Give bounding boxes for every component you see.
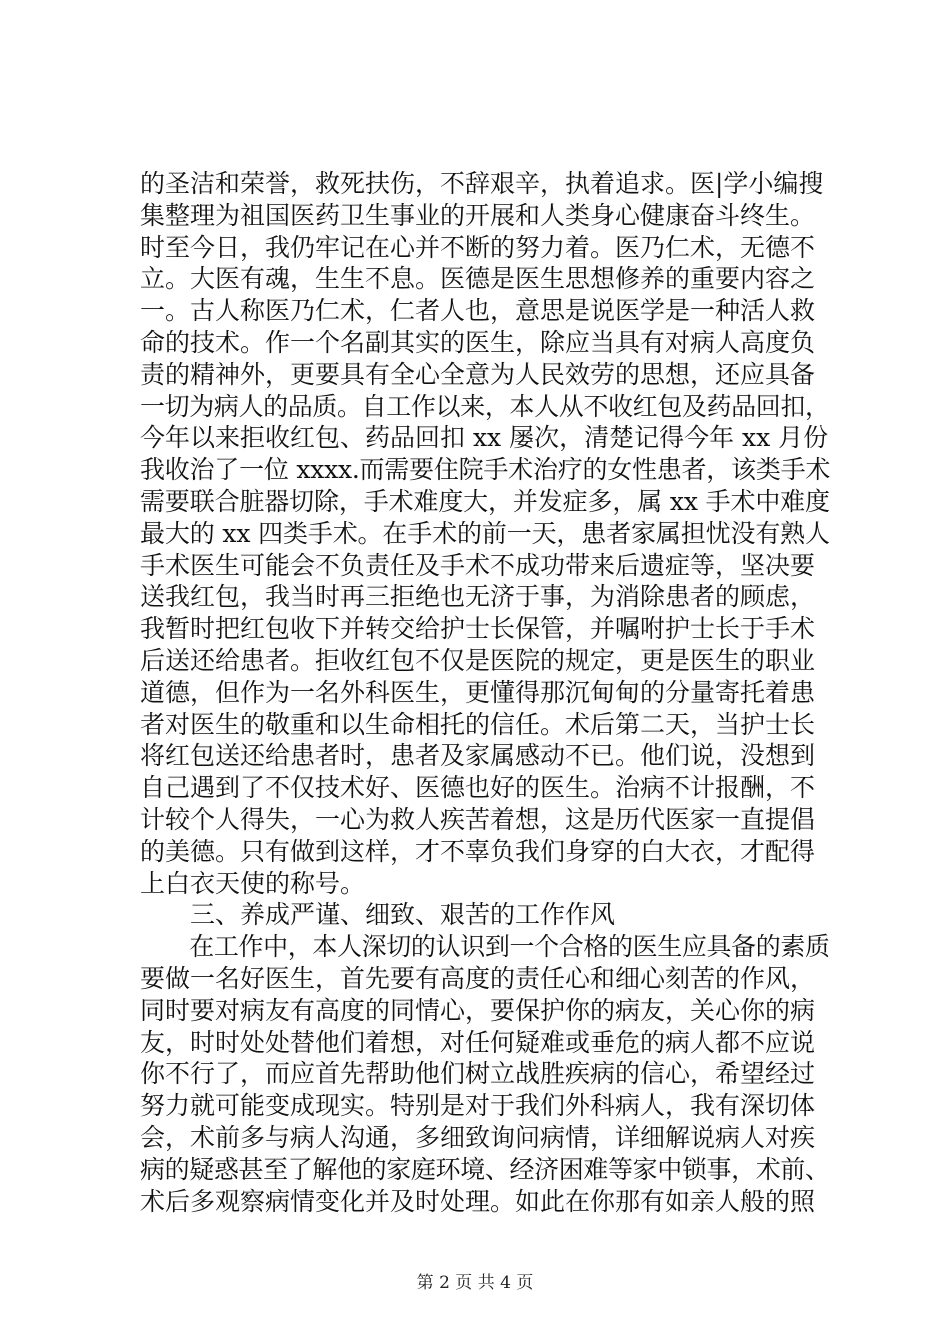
text-line: 我收治了一位 xxxx.而需要住院手术治疗的女性患者，该类手术 xyxy=(140,455,831,485)
text-line: 需要联合脏器切除，手术难度大，并发症多，属 xx 手术中难度 xyxy=(140,486,830,516)
text-line: 集整理为祖国医药卫生事业的开展和人类身心健康奋斗终生。 xyxy=(140,200,816,230)
text-line: 手术医生可能会不负责任及手术不成功带来后遗症等，坚决要 xyxy=(140,550,816,580)
text-line: 努力就可能变成现实。特别是对于我们外科病人，我有深切体 xyxy=(140,1091,816,1121)
text-line: 最大的 xx 四类手术。在手术的前一天，患者家属担忧没有熟人 xyxy=(140,518,830,548)
text-line: 上白衣天使的称号。 xyxy=(140,868,366,898)
text-line: 要做一名好医生，首先要有高度的责任心和细心刻苦的作风， xyxy=(140,963,816,993)
text-line: 在工作中，本人深切的认识到一个合格的医生应具备的素质 xyxy=(140,932,830,962)
text-line: 送我红包，我当时再三拒绝也无济于事，为消除患者的顾虑， xyxy=(140,582,816,612)
text-line: 立。大医有魂，生生不息。医德是医生思想修养的重要内容之 xyxy=(140,264,816,294)
text-line: 病的疑惑甚至了解他的家庭环境、经济困难等家中锁事，术前、 xyxy=(140,1154,830,1184)
text-line: 你不行了，而应首先帮助他们树立战胜疾病的信心，希望经过 xyxy=(140,1059,816,1089)
text-line: 计较个人得失，一心为救人疾苦着想，这是历代医家一直提倡 xyxy=(140,804,816,834)
body-text xyxy=(140,168,830,1217)
text-line: 我暂时把红包收下并转交给护士长保管，并嘱咐护士长于手术 xyxy=(140,614,816,644)
text-line: 时至今日，我仍牢记在心并不断的努力着。医乃仁术，无德不 xyxy=(140,232,816,262)
text-line: 的圣洁和荣誉，救死扶伤，不辞艰辛，执着追求。医|学小编搜 xyxy=(140,169,824,198)
text-line: 道德，但作为一名外科医生，更懂得那沉甸甸的分量寄托着患 xyxy=(140,677,816,707)
text-line: 责的精神外，更要具有全心全意为人民效劳的思想，还应具备 xyxy=(140,359,816,389)
text-line: 一。古人称医乃仁术，仁者人也，意思是说医学是一种活人救 xyxy=(140,296,816,326)
text-line: 友，时时处处替他们着想，对任何疑难或垂危的病人都不应说 xyxy=(140,1027,816,1057)
text-line: 后送还给患者。拒收红包不仅是医院的规定，更是医生的职业 xyxy=(140,645,816,675)
text-line: 术后多观察病情变化并及时处理。如此在你那有如亲人般的照 xyxy=(140,1186,816,1216)
text-line: 今年以来拒收红包、药品回扣 xx 屡次，清楚记得今年 xx 月份 xyxy=(140,423,829,453)
text-line: 将红包送还给患者时，患者及家属感动不已。他们说，没想到 xyxy=(140,741,816,771)
page-footer: 第 2 页 共 4 页 xyxy=(416,1273,534,1293)
text-line: 自己遇到了不仅技术好、医德也好的医生。治病不计报酬，不 xyxy=(140,773,816,803)
text-line: 者对医生的敬重和以生命相托的信任。术后第二天，当护士长 xyxy=(140,709,816,739)
text-line: 的美德。只有做到这样，才不辜负我们身穿的白大衣，才配得 xyxy=(140,836,816,866)
text-line: 会，术前多与病人沟通，多细致询问病情，详细解说病人对疾 xyxy=(140,1122,816,1152)
text-line: 同时要对病友有高度的同情心，要保护你的病友，关心你的病 xyxy=(140,995,816,1025)
text-line: 命的技术。作一个名副其实的医生，除应当具有对病人高度负 xyxy=(140,327,816,357)
text-line: 三、养成严谨、细致、艰苦的工作作风 xyxy=(140,900,616,930)
text-line: 一切为病人的品质。自工作以来，本人从不收红包及药品回扣， xyxy=(140,391,830,421)
